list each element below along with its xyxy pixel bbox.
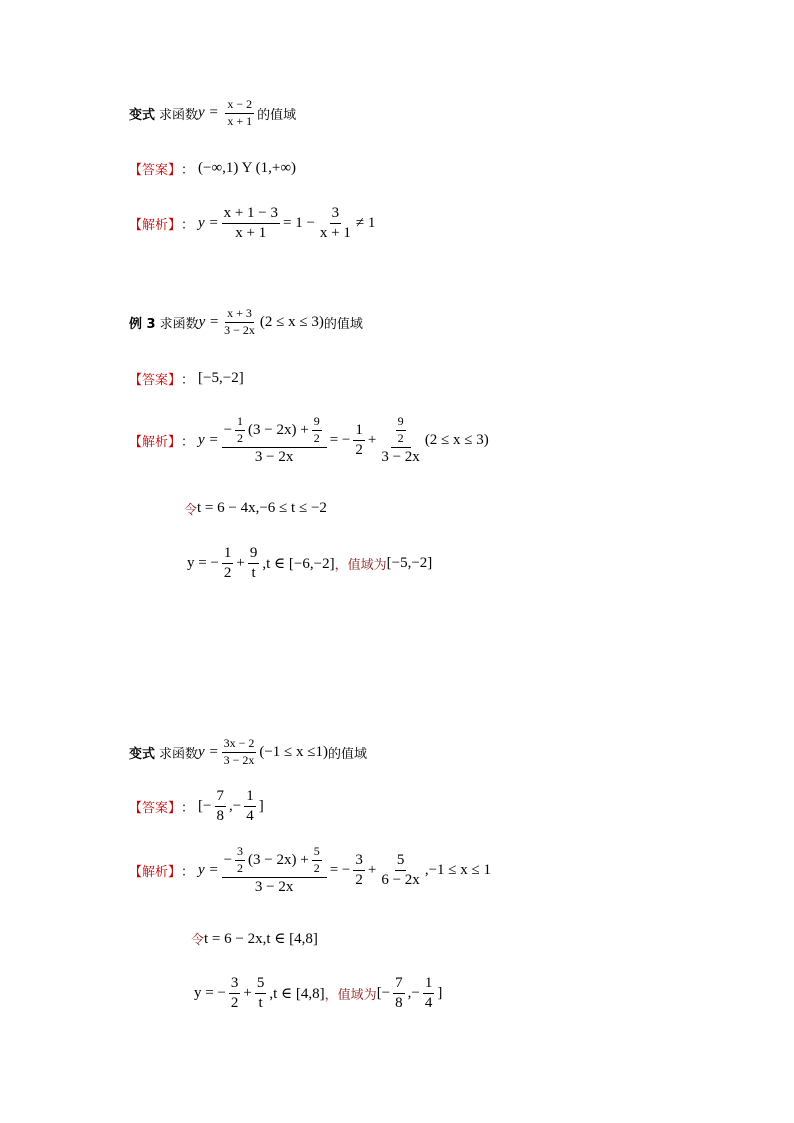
fraction-denominator: 6 − 2x bbox=[381, 871, 420, 888]
substitution: t = 6 − 4x,−6 ≤ t ≤ −2 bbox=[197, 500, 327, 516]
fraction-numerator: 3 bbox=[235, 845, 245, 861]
math-text: = − bbox=[329, 431, 351, 448]
compound-fraction bbox=[222, 415, 327, 466]
colon: ： bbox=[181, 864, 195, 880]
fraction bbox=[222, 307, 257, 338]
fraction bbox=[235, 415, 245, 446]
analysis-line-1 bbox=[129, 205, 375, 243]
problem-variant-1 bbox=[129, 98, 296, 129]
fraction-numerator: 1 bbox=[244, 788, 256, 807]
range-value: [−5,−2] bbox=[386, 555, 433, 572]
let-line-3 bbox=[191, 929, 318, 948]
fraction-denominator: 2 bbox=[355, 441, 363, 458]
math-expression bbox=[198, 737, 328, 768]
eq-lhs: y = bbox=[198, 431, 219, 448]
condition: (2 ≤ x ≤ 3) bbox=[424, 431, 489, 448]
math-expression bbox=[198, 845, 491, 896]
fraction-denominator: t bbox=[251, 565, 256, 582]
eq-lhs: y = bbox=[198, 215, 219, 232]
fraction-denominator: 2 bbox=[313, 430, 320, 445]
fraction-numerator: 1 bbox=[423, 975, 435, 994]
fraction bbox=[393, 975, 405, 1013]
variant-heading: 变式 bbox=[129, 107, 156, 123]
fraction bbox=[222, 545, 234, 583]
math-text: [− bbox=[376, 985, 391, 1002]
answer-value: [−5,−2] bbox=[198, 370, 244, 386]
problem-suffix: 的值域 bbox=[328, 746, 368, 762]
fraction-numerator: x + 1 − 3 bbox=[222, 205, 280, 224]
math-text: [− bbox=[198, 798, 212, 815]
compound-denominator: 3 − 2x bbox=[381, 448, 420, 465]
fraction-numerator: 7 bbox=[393, 975, 405, 994]
analysis-label: 【解析】 bbox=[129, 864, 182, 880]
range-label: 值域为 bbox=[337, 988, 377, 1004]
fraction bbox=[396, 415, 406, 446]
fraction-denominator: 3 − 2x bbox=[224, 322, 255, 337]
eq-lhs: y = bbox=[198, 104, 219, 121]
range-label: 值域为 bbox=[347, 558, 387, 574]
fraction-numerator: 5 bbox=[312, 845, 322, 861]
eq-lhs: y = bbox=[198, 743, 219, 760]
fraction-denominator: 2 bbox=[223, 565, 232, 582]
math-expression bbox=[198, 98, 257, 129]
answer-line-2 bbox=[129, 369, 244, 388]
substitution: t = 6 − 2x,t ∈ [4,8] bbox=[204, 931, 318, 947]
minus-sign: − bbox=[223, 421, 233, 438]
result-line-3 bbox=[194, 975, 442, 1013]
colon: ： bbox=[181, 218, 195, 234]
fraction-numerator: 3 bbox=[229, 975, 241, 994]
answer-label: 【答案】 bbox=[129, 163, 182, 178]
result-line-2 bbox=[187, 545, 432, 583]
eq-lhs: y = bbox=[198, 313, 220, 330]
fraction bbox=[244, 788, 256, 826]
math-text: ,− bbox=[229, 798, 242, 815]
fraction-denominator: 3 − 2x bbox=[223, 752, 255, 767]
fraction-numerator: 7 bbox=[215, 788, 227, 807]
condition: ,t ∈ [−6,−2] bbox=[262, 556, 335, 573]
fraction-denominator: 2 bbox=[397, 430, 404, 445]
analysis-line-3 bbox=[129, 845, 491, 896]
fraction-numerator: 5 bbox=[395, 852, 407, 871]
fraction-denominator: 2 bbox=[313, 860, 320, 875]
math-expression bbox=[198, 205, 375, 243]
compound-fraction bbox=[222, 845, 327, 896]
fraction-numerator: 3x − 2 bbox=[222, 737, 257, 753]
variant-heading: 变式 bbox=[129, 746, 156, 762]
answer-value: (−∞,1) Y (1,+∞) bbox=[198, 160, 297, 176]
fraction-denominator: 8 bbox=[216, 808, 224, 825]
fraction-denominator: x + 1 bbox=[227, 113, 253, 128]
fraction bbox=[353, 422, 365, 460]
math-text: = − bbox=[329, 861, 351, 878]
eq-lhs: y = bbox=[198, 861, 219, 878]
colon: ： bbox=[181, 434, 195, 450]
compound-numerator bbox=[222, 845, 327, 878]
math-expression bbox=[194, 975, 325, 1013]
math-text: ] bbox=[258, 798, 264, 815]
math-text: (3 − 2x) + bbox=[248, 851, 309, 868]
math-text: y = − bbox=[187, 555, 219, 572]
compound-numerator bbox=[222, 415, 327, 448]
problem-suffix: 的值域 bbox=[323, 316, 363, 332]
math-text: y = − bbox=[194, 985, 226, 1002]
fraction-denominator: 2 bbox=[230, 995, 239, 1012]
compound-denominator: 3 − 2x bbox=[254, 448, 294, 465]
math-text: ,− bbox=[407, 985, 420, 1002]
range-value bbox=[377, 975, 443, 1013]
condition: (−1 ≤ x ≤1) bbox=[259, 743, 329, 760]
fraction bbox=[318, 205, 353, 243]
condition: ,t ∈ [4,8] bbox=[269, 986, 325, 1003]
answer-line-3 bbox=[129, 788, 264, 826]
analysis-label: 【解析】 bbox=[129, 434, 182, 450]
fraction bbox=[222, 737, 257, 768]
math-expression bbox=[199, 307, 324, 338]
fraction bbox=[312, 845, 322, 876]
fraction-numerator: 1 bbox=[235, 415, 245, 431]
condition: ,−1 ≤ x ≤ 1 bbox=[424, 861, 491, 878]
comma: ， bbox=[324, 988, 338, 1004]
math-text: ] bbox=[437, 985, 443, 1002]
plus-sign: + bbox=[236, 555, 245, 572]
fraction bbox=[423, 975, 435, 1013]
compound-denominator: 3 − 2x bbox=[254, 878, 294, 895]
fraction bbox=[225, 98, 254, 129]
compound-numerator bbox=[391, 415, 411, 448]
colon: ： bbox=[181, 373, 195, 388]
fraction-numerator: 1 bbox=[222, 545, 234, 564]
fraction-numerator: 9 bbox=[312, 415, 322, 431]
fraction-numerator: x + 3 bbox=[225, 307, 254, 323]
analysis-line-2 bbox=[129, 415, 489, 466]
colon: ： bbox=[181, 163, 195, 178]
minus-sign: − bbox=[223, 851, 233, 868]
let-word: 令 bbox=[191, 933, 205, 948]
math-text: ≠ 1 bbox=[355, 215, 376, 232]
fraction-denominator: 2 bbox=[355, 871, 363, 888]
problem-example-3 bbox=[129, 307, 363, 338]
fraction-numerator: 1 bbox=[353, 422, 365, 441]
answer-label: 【答案】 bbox=[129, 373, 182, 388]
fraction-denominator: 2 bbox=[237, 860, 244, 875]
plus-sign: + bbox=[243, 985, 252, 1002]
fraction-denominator: x + 1 bbox=[319, 225, 351, 242]
fraction-denominator: 2 bbox=[237, 430, 244, 445]
plus-sign: + bbox=[367, 861, 377, 878]
problem-variant-2 bbox=[129, 737, 367, 768]
answer-value bbox=[198, 788, 264, 826]
let-word: 令 bbox=[184, 503, 198, 518]
let-line-2 bbox=[184, 499, 327, 518]
fraction bbox=[248, 545, 260, 583]
colon: ： bbox=[181, 801, 195, 817]
fraction-numerator: 3 bbox=[353, 852, 365, 871]
math-text: = 1 − bbox=[282, 215, 315, 232]
fraction bbox=[235, 845, 245, 876]
answer-label: 【答案】 bbox=[129, 801, 182, 817]
compound-fraction bbox=[379, 415, 421, 466]
problem-prompt: 求函数 bbox=[159, 746, 199, 762]
fraction-denominator: 4 bbox=[246, 808, 254, 825]
fraction bbox=[222, 205, 280, 243]
analysis-label: 【解析】 bbox=[129, 218, 182, 234]
condition: (2 ≤ x ≤ 3) bbox=[259, 313, 324, 330]
fraction-denominator: 8 bbox=[395, 995, 403, 1012]
math-expression bbox=[198, 415, 489, 466]
problem-suffix: 的值域 bbox=[257, 107, 297, 123]
math-expression bbox=[187, 545, 335, 583]
fraction bbox=[353, 852, 365, 890]
fraction bbox=[215, 788, 227, 826]
math-text: (3 − 2x) + bbox=[248, 421, 309, 438]
fraction bbox=[312, 415, 322, 446]
fraction-denominator: 4 bbox=[424, 995, 433, 1012]
fraction-numerator: 9 bbox=[248, 545, 260, 564]
example-heading: 例 3 bbox=[129, 316, 156, 332]
fraction-denominator: t bbox=[258, 995, 263, 1012]
fraction-numerator: 5 bbox=[255, 975, 267, 994]
comma: ， bbox=[334, 558, 348, 574]
fraction-denominator: x + 1 bbox=[235, 225, 267, 242]
plus-sign: + bbox=[367, 431, 377, 448]
fraction bbox=[379, 852, 421, 890]
fraction-numerator: 3 bbox=[330, 205, 342, 224]
fraction-numerator: x − 2 bbox=[225, 98, 254, 114]
fraction-numerator: 9 bbox=[396, 415, 406, 431]
fraction bbox=[255, 975, 267, 1013]
answer-line-1 bbox=[129, 159, 296, 178]
fraction bbox=[229, 975, 241, 1013]
problem-prompt: 求函数 bbox=[159, 316, 199, 332]
problem-prompt: 求函数 bbox=[159, 107, 199, 123]
